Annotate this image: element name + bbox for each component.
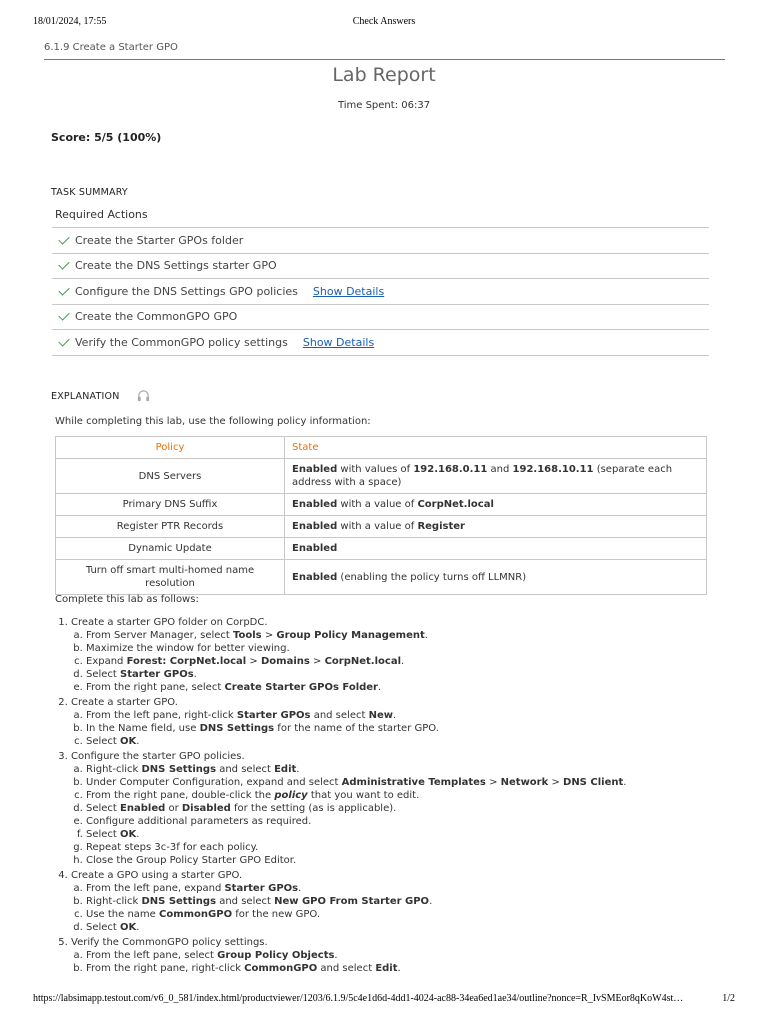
- task-item: [52, 279, 709, 305]
- substep-item: c. Expand Forest: CorpNet.local > Domains > CorpNet.local.: [86, 655, 761, 668]
- substep-item: a. From the left pane, right-click Starter GPOs and select New.: [86, 709, 761, 722]
- check-icon: [58, 259, 69, 270]
- step-item: [71, 616, 761, 694]
- show-details-link[interactable]: Show Details: [302, 335, 375, 349]
- task-item: [52, 228, 709, 254]
- step-text: Configure the starter GPO policies.: [71, 751, 245, 762]
- step-item: [71, 750, 761, 867]
- score: Score: 5/5 (100%): [51, 131, 162, 144]
- substeps-list: [71, 882, 761, 934]
- required-actions-heading: Required Actions: [55, 208, 148, 221]
- task-label: Configure the DNS Settings GPO policies: [75, 284, 298, 298]
- task-item: [52, 305, 709, 331]
- explanation-heading: EXPLANATION: [51, 391, 120, 402]
- table-row: [56, 459, 707, 494]
- substeps-list: [71, 949, 761, 975]
- substep-item: f. Select OK.: [86, 828, 761, 841]
- table-row: [56, 560, 707, 595]
- print-title: Check Answers: [352, 16, 416, 27]
- check-icon: [58, 233, 69, 244]
- substep-item: g. Repeat steps 3c-3f for each policy.: [86, 841, 761, 854]
- page-number: 1/2: [722, 993, 735, 1004]
- substep-item: e. Configure additional parameters as required.: [86, 815, 761, 828]
- policy-table: [55, 436, 707, 595]
- header-divider: [44, 59, 725, 60]
- substep-item: d. Select OK.: [86, 921, 761, 934]
- time-spent: Time Spent: 06:37: [337, 100, 431, 111]
- step-text: Create a GPO using a starter GPO.: [71, 870, 243, 881]
- task-label: Verify the CommonGPO policy settings: [75, 335, 288, 349]
- task-item: [52, 330, 709, 356]
- print-header: [33, 16, 735, 30]
- policy-cell: Dynamic Update: [56, 538, 285, 560]
- policy-cell: Primary DNS Suffix: [56, 494, 285, 516]
- task-label: Create the Starter GPOs folder: [75, 233, 244, 247]
- headphones-icon[interactable]: [137, 389, 150, 402]
- substep-item: a. Right-click DNS Settings and select Edit.: [86, 763, 761, 776]
- state-cell: Enabled (enabling the policy turns off LLMNR): [285, 560, 707, 595]
- substep-item: c. Use the name CommonGPO for the new GPO.: [86, 908, 761, 921]
- print-datetime: 18/01/2024, 17:55: [33, 16, 107, 27]
- table-row: [56, 516, 707, 538]
- substep-item: a. From Server Manager, select Tools > Group Policy Management.: [86, 629, 761, 642]
- page-title: Lab Report: [332, 64, 436, 86]
- step-text: Create a starter GPO folder on CorpDC.: [71, 617, 268, 628]
- check-icon: [58, 310, 69, 321]
- state-cell: Enabled with a value of Register: [285, 516, 707, 538]
- substeps-list: [71, 629, 761, 694]
- task-list: [52, 227, 709, 356]
- task-label: Create the DNS Settings starter GPO: [75, 259, 277, 273]
- substep-item: c. Select OK.: [86, 735, 761, 748]
- breadcrumb: 6.1.9 Create a Starter GPO: [44, 42, 178, 53]
- task-label: Create the CommonGPO GPO: [75, 310, 238, 324]
- substep-item: b. From the right pane, right-click CommonGPO and select Edit.: [86, 962, 761, 975]
- table-row: [56, 538, 707, 560]
- substep-item: a. From the left pane, expand Starter GPOs.: [86, 882, 761, 895]
- policy-cell: DNS Servers: [56, 459, 285, 494]
- substep-item: a. From the left pane, select Group Policy Objects.: [86, 949, 761, 962]
- complete-intro: Complete this lab as follows:: [55, 594, 199, 605]
- substep-item: b. Right-click DNS Settings and select New GPO From Starter GPO.: [86, 895, 761, 908]
- state-cell: Enabled with values of 192.168.0.11 and 192.168.10.11 (separate each address with a space): [285, 459, 707, 494]
- explanation-intro: While completing this lab, use the following policy information:: [55, 416, 371, 427]
- state-cell: Enabled: [285, 538, 707, 560]
- steps-list: [56, 616, 761, 977]
- step-item: [71, 696, 761, 748]
- check-icon: [58, 284, 69, 295]
- step-item: [71, 936, 761, 975]
- task-item: [52, 254, 709, 280]
- policy-cell: Turn off smart multi-homed name resolution: [56, 560, 285, 595]
- show-details-link[interactable]: Show Details: [312, 284, 385, 298]
- task-summary-heading: TASK SUMMARY: [51, 187, 128, 198]
- state-cell: Enabled with a value of CorpNet.local: [285, 494, 707, 516]
- column-header-policy: Policy: [56, 437, 285, 459]
- step-text: Create a starter GPO.: [71, 697, 178, 708]
- step-item: [71, 869, 761, 934]
- substep-item: c. From the right pane, double-click the policy that you want to edit.: [86, 789, 761, 802]
- substep-item: d. Select Enabled or Disabled for the setting (as is applicable).: [86, 802, 761, 815]
- step-text: Verify the CommonGPO policy settings.: [71, 937, 268, 948]
- table-row: [56, 494, 707, 516]
- substep-item: e. From the right pane, select Create Starter GPOs Folder.: [86, 681, 761, 694]
- column-header-state: State: [285, 437, 707, 459]
- check-icon: [58, 335, 69, 346]
- substep-item: h. Close the Group Policy Starter GPO Editor.: [86, 854, 761, 867]
- substep-item: d. Select Starter GPOs.: [86, 668, 761, 681]
- print-url: https://labsimapp.testout.com/v6_0_581/index.html/productviewer/1203/6.1.9/5c4e1d6d-4dd1-4024-ac88-34ea6ed1ae34/outline?nonce=R_IvSMEor8qKoW4st…: [33, 993, 684, 1004]
- substeps-list: [71, 709, 761, 748]
- substep-item: b. Maximize the window for better viewing.: [86, 642, 761, 655]
- substep-item: b. In the Name field, use DNS Settings for the name of the starter GPO.: [86, 722, 761, 735]
- substeps-list: [71, 763, 761, 867]
- policy-cell: Register PTR Records: [56, 516, 285, 538]
- substep-item: b. Under Computer Configuration, expand and select Administrative Templates > Network > DNS Client.: [86, 776, 761, 789]
